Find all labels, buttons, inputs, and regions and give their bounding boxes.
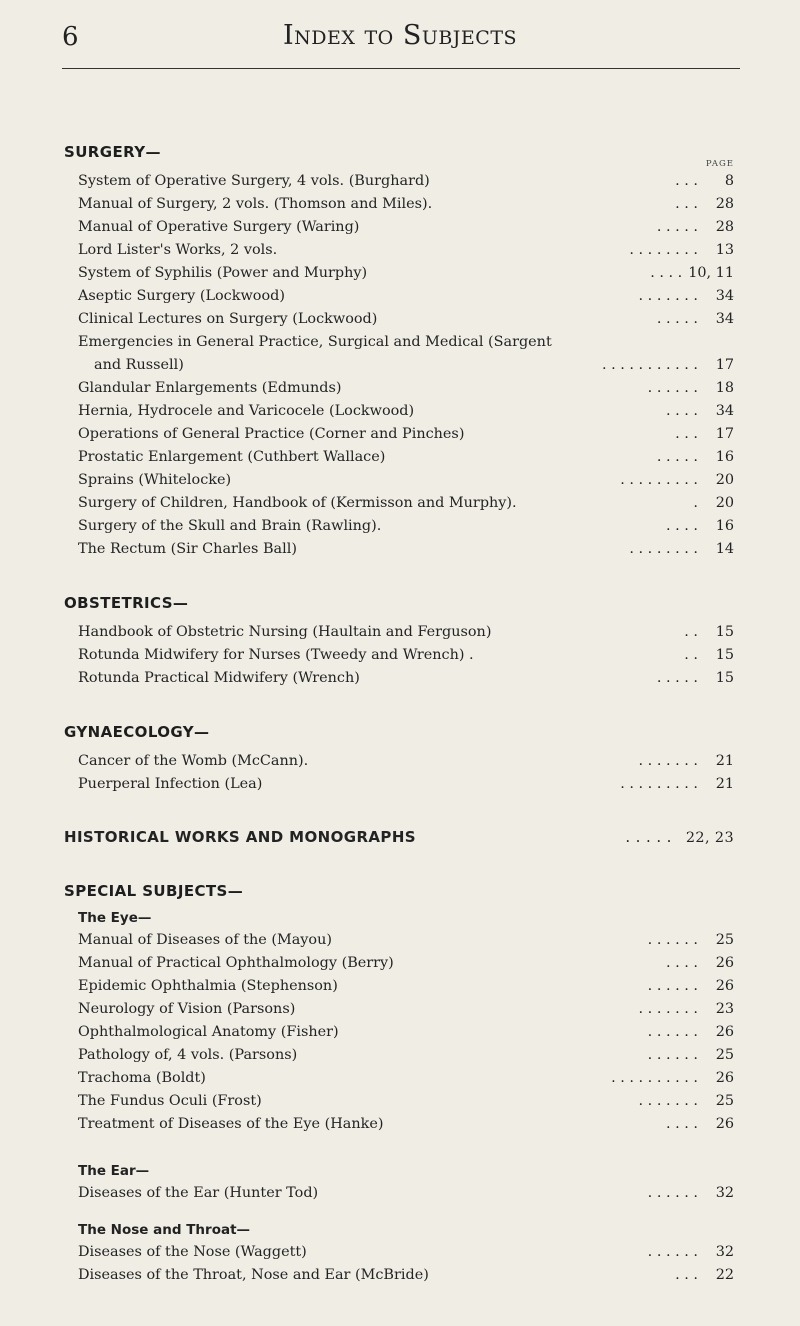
dot-leader: . . . . . . . . .: [620, 776, 698, 792]
index-entry: [78, 193, 734, 216]
dot-leader: . . . . . . .: [638, 753, 698, 769]
index-entry: [78, 952, 734, 975]
index-entry: [78, 423, 734, 446]
index-entry: [78, 515, 734, 538]
entry-title: Puerperal Infection (Lea): [78, 776, 263, 792]
entry-title: Manual of Practical Ophthalmology (Berry): [78, 955, 394, 971]
entry-page: 26: [715, 978, 734, 994]
dot-leader: . . . . . .: [647, 932, 698, 948]
index-content: [64, 140, 734, 1287]
index-entry: [78, 1113, 734, 1136]
entry-title: Hernia, Hydrocele and Varicocele (Lockwood): [78, 403, 415, 419]
running-title: Index to Subjects: [282, 20, 518, 51]
entry-page: 26: [715, 955, 734, 971]
entry-page: 25: [715, 1093, 734, 1109]
index-entry: [78, 750, 734, 773]
index-entry: [78, 621, 734, 644]
dot-leader: . . . . .: [656, 219, 698, 235]
entry-page: 17: [715, 426, 734, 442]
dot-leader: . . .: [675, 196, 698, 212]
index-entry: [78, 998, 734, 1021]
historical-works-entry: [64, 826, 734, 849]
dot-leader: . . . . .: [656, 449, 698, 465]
entry-title: Glandular Enlargements (Edmunds): [78, 380, 342, 396]
entry-page: 20: [715, 495, 734, 511]
dot-leader: . . . . . .: [647, 1024, 698, 1040]
index-entry: [78, 400, 734, 423]
index-entry: [94, 354, 734, 377]
dot-leader: . . . . . . .: [638, 1093, 698, 1109]
entry-page: 10, 11: [688, 265, 734, 281]
dot-leader: . . . . . . . . . . .: [601, 357, 698, 373]
entry-title: Epidemic Ophthalmia (Stephenson): [78, 978, 338, 994]
entry-page: 15: [715, 647, 734, 663]
obstetrics-entries: [64, 621, 734, 690]
entry-page: 22, 23: [685, 830, 734, 846]
entry-page: 34: [715, 403, 734, 419]
entry-title: Operations of General Practice (Corner and Pinches): [78, 426, 465, 442]
index-entry: [78, 667, 734, 690]
index-entry: [78, 216, 734, 239]
entry-page: 21: [715, 753, 734, 769]
index-entry: [78, 644, 734, 667]
index-entry: [78, 262, 734, 285]
dot-leader: . . . .: [665, 955, 698, 971]
entry-title: The Fundus Oculi (Frost): [78, 1093, 262, 1109]
index-entry: [78, 492, 734, 515]
entry-page: 23: [715, 1001, 734, 1017]
entry-title: HISTORICAL WORKS AND MONOGRAPHS: [64, 828, 416, 846]
dot-leader: . . . . . .: [647, 1185, 698, 1201]
index-entry: [78, 1264, 734, 1287]
index-entry: [78, 331, 734, 354]
index-entry: [78, 377, 734, 400]
subheading-eye: The Eye—: [78, 910, 152, 926]
dot-leader: . . . . . .: [647, 1244, 698, 1260]
entry-page: 16: [715, 449, 734, 465]
index-entry: [78, 170, 734, 193]
index-entry: [78, 1067, 734, 1090]
entry-page: 26: [715, 1024, 734, 1040]
entry-title: Surgery of the Skull and Brain (Rawling).: [78, 518, 382, 534]
index-entry: [78, 469, 734, 492]
entry-page: 28: [715, 219, 734, 235]
entry-title: Prostatic Enlargement (Cuthbert Wallace): [78, 449, 386, 465]
entry-title: Manual of Diseases of the (Mayou): [78, 932, 332, 948]
dot-leader: . . .: [675, 426, 698, 442]
dot-leader: . . . .: [665, 403, 698, 419]
index-entry: [78, 538, 734, 561]
index-entry: [78, 1044, 734, 1067]
nose-throat-entries: [64, 1241, 734, 1287]
entry-title: Handbook of Obstetric Nursing (Haultain and Ferguson): [78, 624, 492, 640]
dot-leader: . . . . . . .: [638, 1001, 698, 1017]
dot-leader: . . . . . . . .: [629, 242, 698, 258]
dot-leader: . . . .: [650, 265, 683, 281]
entry-title: The Rectum (Sir Charles Ball): [78, 541, 297, 557]
entry-title: System of Operative Surgery, 4 vols. (Burghard): [78, 173, 430, 189]
index-entry: [78, 1021, 734, 1044]
dot-leader: . . . . . . .: [638, 288, 698, 304]
index-entry: [78, 446, 734, 469]
index-entry: [78, 285, 734, 308]
dot-leader: .: [693, 495, 698, 511]
entry-page: 8: [724, 173, 734, 189]
dot-leader: . . . . . . . . .: [620, 472, 698, 488]
section-heading-obstetrics: OBSTETRICS—: [64, 594, 189, 612]
entry-title: Clinical Lectures on Surgery (Lockwood): [78, 311, 378, 327]
entry-page: 34: [715, 288, 734, 304]
index-entry: [78, 773, 734, 796]
entry-page: 32: [715, 1244, 734, 1260]
dot-leader: . . .: [675, 173, 698, 189]
entry-title: Surgery of Children, Handbook of (Kermisson and Murphy).: [78, 495, 517, 511]
entry-page: 26: [715, 1070, 734, 1086]
entry-page: 21: [715, 776, 734, 792]
entry-title: Manual of Surgery, 2 vols. (Thomson and Miles).: [78, 196, 433, 212]
eye-entries: [64, 929, 734, 1136]
entry-page: 18: [715, 380, 734, 396]
section-heading-special-subjects: SPECIAL SUBJECTS—: [64, 882, 244, 900]
page-number: 6: [62, 22, 79, 52]
entry-title: Diseases of the Nose (Waggett): [78, 1244, 307, 1260]
entry-title: Aseptic Surgery (Lockwood): [78, 288, 285, 304]
dot-leader: . . . . . .: [647, 1047, 698, 1063]
entry-page: 25: [715, 932, 734, 948]
entry-title: Rotunda Midwifery for Nurses (Tweedy and Wrench) .: [78, 647, 474, 663]
dot-leader: . . .: [675, 1267, 698, 1283]
entry-title: Ophthalmological Anatomy (Fisher): [78, 1024, 339, 1040]
dot-leader: . .: [684, 647, 698, 663]
entry-page: 34: [715, 311, 734, 327]
dot-leader: . . . . .: [656, 311, 698, 327]
entry-page: 13: [715, 242, 734, 258]
entry-title: Manual of Operative Surgery (Waring): [78, 219, 360, 235]
index-entry: [78, 929, 734, 952]
entry-title: Pathology of, 4 vols. (Parsons): [78, 1047, 298, 1063]
entry-title: Cancer of the Womb (McCann).: [78, 753, 309, 769]
page-column-label: PAGE: [705, 159, 734, 169]
entry-page: 17: [715, 357, 734, 373]
page-header: [0, 0, 800, 100]
entry-title: Emergencies in General Practice, Surgical and Medical (Sargent: [78, 334, 552, 350]
index-entry: [78, 1241, 734, 1264]
gynaecology-entries: [64, 750, 734, 796]
entry-title: System of Syphilis (Power and Murphy): [78, 265, 368, 281]
index-entry: [78, 975, 734, 998]
entry-page: 20: [715, 472, 734, 488]
dot-leader: . . . .: [665, 518, 698, 534]
dot-leader: . . . . . .: [647, 380, 698, 396]
index-entry: [78, 308, 734, 331]
entry-title: Neurology of Vision (Parsons): [78, 1001, 296, 1017]
entry-title: and Russell): [94, 357, 184, 373]
entry-page: 22: [715, 1267, 734, 1283]
entry-title: Rotunda Practical Midwifery (Wrench): [78, 670, 360, 686]
dot-leader: . .: [684, 624, 698, 640]
entry-page: 28: [715, 196, 734, 212]
entry-title: Diseases of the Throat, Nose and Ear (McBride): [78, 1267, 429, 1283]
dot-leader: . . . . . . . .: [629, 541, 698, 557]
dot-leader: . . . . .: [625, 828, 672, 846]
header-rule: [62, 68, 740, 69]
entry-title: Lord Lister's Works, 2 vols.: [78, 242, 278, 258]
section-heading-gynaecology: GYNAECOLOGY—: [64, 723, 210, 741]
index-entry: [78, 1182, 734, 1205]
entry-page: 14: [715, 541, 734, 557]
dot-leader: . . . .: [665, 1116, 698, 1132]
entry-page: 26: [715, 1116, 734, 1132]
entry-title: Diseases of the Ear (Hunter Tod): [78, 1185, 319, 1201]
entry-title: Treatment of Diseases of the Eye (Hanke): [78, 1116, 384, 1132]
entry-page: 25: [715, 1047, 734, 1063]
entry-page: 15: [715, 670, 734, 686]
entry-title: Trachoma (Boldt): [78, 1070, 206, 1086]
subheading-nose-throat: The Nose and Throat—: [78, 1222, 251, 1238]
entry-page: 32: [715, 1185, 734, 1201]
section-heading-surgery: SURGERY—: [64, 143, 161, 161]
dot-leader: . . . . . . . . . .: [611, 1070, 698, 1086]
index-entry: [78, 1090, 734, 1113]
ear-entries: [64, 1182, 734, 1205]
entry-title: Sprains (Whitelocke): [78, 472, 232, 488]
entry-page: 15: [715, 624, 734, 640]
subheading-ear: The Ear—: [78, 1163, 150, 1179]
dot-leader: . . . . .: [656, 670, 698, 686]
entry-page: 16: [715, 518, 734, 534]
dot-leader: . . . . . .: [647, 978, 698, 994]
surgery-entries: [64, 170, 734, 561]
index-entry: [78, 239, 734, 262]
